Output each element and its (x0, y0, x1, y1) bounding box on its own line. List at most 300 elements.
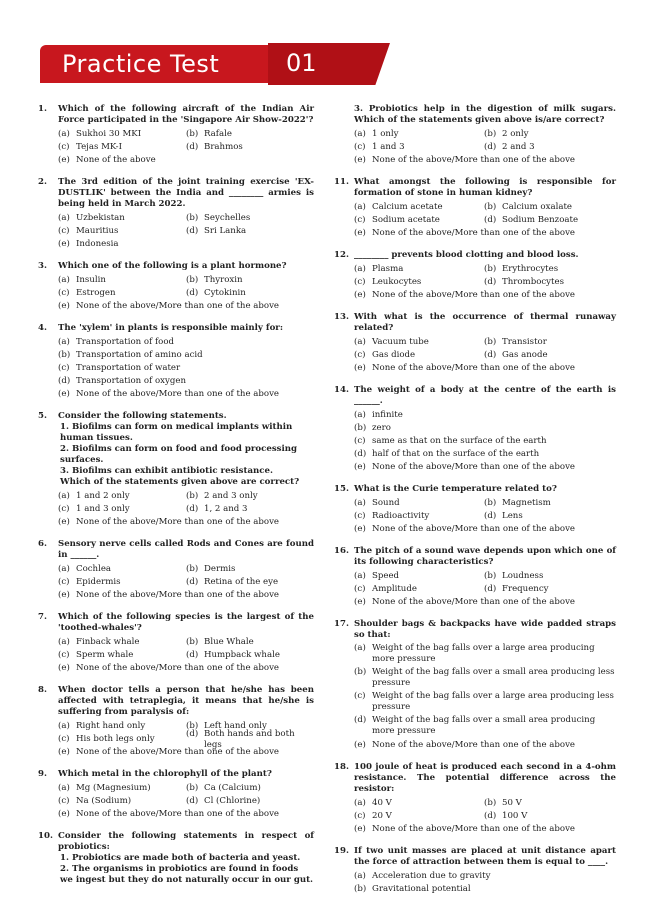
question-item (38, 685, 314, 759)
option-label: (c) (58, 796, 70, 806)
option-row (58, 336, 314, 349)
option-item (354, 462, 616, 473)
statement-text: Which of the statements given above are correct? (60, 477, 300, 487)
option-text: Cytokinin (204, 288, 246, 298)
question-header (334, 385, 616, 407)
option-item (354, 798, 484, 809)
option-label: (c) (58, 142, 70, 152)
option-row (354, 523, 616, 536)
option-item (354, 363, 616, 374)
option-item (354, 215, 484, 226)
question-header (38, 411, 314, 422)
right-column (334, 104, 616, 906)
option-label: (a) (354, 871, 366, 881)
question-header (334, 250, 616, 261)
option-item (58, 721, 186, 732)
option-label: (e) (58, 747, 70, 757)
question-number: 9. (38, 769, 47, 779)
option-text: None of the above/More than one of the above (76, 590, 280, 600)
question-item (334, 484, 616, 536)
option-text: infinite (372, 410, 403, 420)
option-row (354, 715, 616, 737)
option-label: (a) (58, 337, 70, 347)
question-header (38, 323, 314, 334)
option-label: (a) (58, 213, 70, 223)
options-list (334, 128, 616, 167)
question-text: Shoulder bags & backpacks have wide padded straps so that: (354, 619, 616, 640)
option-row (354, 810, 616, 823)
option-item (186, 650, 314, 661)
option-item (484, 277, 614, 288)
question-item (38, 411, 314, 529)
option-label: (a) (58, 721, 70, 731)
option-item (484, 142, 614, 153)
option-row (58, 795, 314, 808)
option-item (354, 584, 484, 595)
option-row (354, 336, 616, 349)
option-item (186, 129, 314, 140)
option-text: Transportation of water (76, 363, 181, 373)
option-label: (d) (186, 650, 199, 660)
option-text: 100 V (502, 811, 528, 821)
question-item (334, 104, 616, 167)
option-item (58, 288, 186, 299)
question-item (334, 546, 616, 609)
option-text: half of that on the surface of the earth (372, 449, 540, 459)
option-label: (d) (484, 350, 497, 360)
option-row (354, 570, 616, 583)
options-list (334, 870, 616, 896)
option-text: Lens (502, 511, 523, 521)
option-text: None of the above/More than one of the above (372, 597, 576, 607)
option-item (58, 129, 186, 140)
option-label: (e) (58, 809, 70, 819)
option-item (186, 491, 314, 502)
option-row (58, 388, 314, 401)
option-text: Loudness (502, 571, 544, 581)
option-text: Gas anode (502, 350, 548, 360)
option-text: Calcium acetate (372, 202, 443, 212)
option-item (354, 740, 616, 751)
option-item (186, 504, 314, 515)
option-text: None of the above/More than one of the above (76, 389, 280, 399)
option-label: (d) (186, 796, 199, 806)
option-text: 20 V (372, 811, 392, 821)
question-header (38, 261, 314, 272)
option-row (58, 649, 314, 662)
option-label: (e) (58, 239, 70, 249)
option-text: His both legs only (76, 734, 155, 744)
option-row (58, 503, 314, 516)
option-row (354, 201, 616, 214)
option-item (58, 577, 186, 588)
option-text: Dermis (204, 564, 236, 574)
options-list (38, 274, 314, 313)
option-text: 40 V (372, 798, 392, 808)
option-label: (a) (58, 564, 70, 574)
question-number: 2. (38, 177, 47, 187)
option-label: (e) (58, 663, 70, 673)
option-row (58, 782, 314, 795)
question-item (38, 261, 314, 313)
option-label: (d) (186, 577, 199, 587)
option-text: Epidermis (76, 577, 121, 587)
option-label: (c) (354, 350, 366, 360)
option-item (354, 597, 616, 608)
option-label: (d) (186, 288, 199, 298)
option-item (58, 650, 186, 661)
option-row (354, 883, 616, 896)
options-list (38, 336, 314, 401)
option-item (58, 350, 314, 361)
question-text: ________ prevents blood clotting and blood loss. (354, 250, 579, 260)
question-text: 100 joule of heat is produced each second in a 4-ohm resistance. The potential difference across the resistor: (354, 762, 616, 794)
option-text: Mauritius (76, 226, 119, 236)
option-item (58, 564, 186, 575)
option-label: (c) (354, 436, 366, 446)
question-item (38, 323, 314, 401)
option-row (58, 516, 314, 529)
option-item (58, 796, 186, 807)
option-text: 50 V (502, 798, 522, 808)
option-text: Weight of the bag falls over a small area producing less pressure (372, 667, 615, 688)
option-item (484, 350, 614, 361)
option-item (58, 213, 186, 224)
option-label: (a) (354, 798, 366, 808)
option-label: (d) (484, 215, 497, 225)
option-label: (c) (58, 288, 70, 298)
option-row (58, 636, 314, 649)
question-item (38, 539, 314, 602)
option-text: 1 and 2 only (76, 491, 130, 501)
question-header (38, 685, 314, 718)
question-item (334, 177, 616, 240)
option-text: Humpback whale (204, 650, 280, 660)
option-label: (d) (58, 376, 71, 386)
option-label: (c) (58, 226, 70, 236)
option-label: (b) (186, 213, 199, 223)
question-number: 6. (38, 539, 47, 549)
option-text: Amplitude (372, 584, 417, 594)
option-text: None of the above/More than one of the above (372, 363, 576, 373)
question-header (334, 846, 616, 868)
question-item (334, 762, 616, 836)
option-text: Cochlea (76, 564, 112, 574)
option-item (58, 663, 314, 674)
option-label: (b) (186, 783, 199, 793)
option-item (354, 691, 616, 713)
option-text: Weight of the bag falls over a large area producing less pressure (372, 691, 614, 712)
option-item (58, 155, 314, 166)
option-label: (c) (58, 650, 70, 660)
option-item (354, 524, 616, 535)
question-number: 12. (334, 250, 349, 260)
option-label: (d) (186, 142, 199, 152)
option-row (58, 225, 314, 238)
question-header (334, 312, 616, 334)
options-list (38, 636, 314, 675)
option-text: None of the above/More than one of the above (372, 155, 576, 165)
option-label: (e) (58, 155, 70, 165)
option-item (354, 715, 616, 737)
option-label: (a) (58, 491, 70, 501)
question-header (334, 762, 616, 795)
options-list (334, 201, 616, 240)
option-row (58, 375, 314, 388)
question-item (334, 312, 616, 375)
option-label: (e) (354, 740, 366, 750)
question-item (334, 250, 616, 302)
option-item (58, 275, 186, 286)
option-item (484, 798, 614, 809)
question-text: When doctor tells a person that he/she has been affected with tetraplegia, it means that he/she is suffering from paralysis of: (58, 685, 314, 717)
option-row (354, 141, 616, 154)
option-item (354, 571, 484, 582)
question-number: 4. (38, 323, 47, 333)
question-text: With what is the occurrence of thermal runaway related? (354, 312, 616, 333)
option-item (484, 129, 614, 140)
option-label: (c) (354, 584, 366, 594)
option-label: (e) (354, 290, 366, 300)
option-item (484, 202, 614, 213)
option-label: (c) (58, 363, 70, 373)
option-item (58, 239, 314, 250)
option-label: (c) (354, 277, 366, 287)
options-list (38, 782, 314, 821)
question-number: 15. (334, 484, 349, 494)
option-text: Uzbekistan (76, 213, 125, 223)
option-text: Leukocytes (372, 277, 422, 287)
question-number: 19. (334, 846, 349, 856)
option-row (58, 490, 314, 503)
option-text: 2 and 3 (502, 142, 535, 152)
option-text: Sodium acetate (372, 215, 440, 225)
option-text: Transportation of oxygen (76, 376, 186, 386)
statement-text: 2. The organisms in probiotics are found in foods we ingest but they do not naturally occur in our gut. (60, 864, 314, 885)
option-label: (b) (186, 491, 199, 501)
option-label: (b) (186, 721, 199, 731)
option-item (186, 564, 314, 575)
option-label: (b) (484, 264, 497, 274)
question-item (38, 831, 314, 886)
option-item (354, 498, 484, 509)
option-item (58, 142, 186, 153)
option-item (186, 637, 314, 648)
option-label: (e) (354, 155, 366, 165)
option-text: Left hand only (204, 721, 267, 731)
question-text: Which one of the following is a plant hormone? (58, 261, 287, 271)
option-row (354, 154, 616, 167)
option-text: None of the above/More than one of the above (76, 517, 280, 527)
option-text: Rafale (204, 129, 232, 139)
option-row (58, 746, 314, 759)
option-label: (b) (354, 667, 367, 677)
question-text: The pitch of a sound wave depends upon which one of its following characteristics? (354, 546, 616, 567)
option-row (354, 797, 616, 810)
option-item (58, 389, 314, 400)
option-text: 2 and 3 only (204, 491, 258, 501)
option-item (354, 436, 616, 447)
option-item (58, 226, 186, 237)
option-label: (e) (354, 824, 366, 834)
option-text: zero (372, 423, 391, 433)
option-label: (e) (58, 389, 70, 399)
option-label: (b) (186, 275, 199, 285)
option-item (58, 491, 186, 502)
option-item (58, 376, 314, 387)
option-item (58, 363, 314, 374)
option-item (484, 215, 614, 226)
option-text: 1 and 3 (372, 142, 405, 152)
options-list (334, 797, 616, 836)
option-text: Right hand only (76, 721, 146, 731)
option-text: None of the above/More than one of the above (76, 809, 280, 819)
question-number: 18. (334, 762, 349, 772)
option-text: Erythrocytes (502, 264, 559, 274)
option-label: (e) (58, 590, 70, 600)
option-label: (d) (186, 226, 199, 236)
question-number: 10. (38, 831, 53, 841)
option-label: (c) (58, 734, 70, 744)
option-text: None of the above/More than one of the above (372, 290, 576, 300)
option-item (58, 301, 314, 312)
option-item (354, 202, 484, 213)
option-label: (a) (354, 571, 366, 581)
option-text: Acceleration due to gravity (372, 871, 491, 881)
practice-test-banner (40, 45, 356, 83)
question-header (334, 104, 616, 126)
option-item (354, 423, 616, 434)
option-label: (b) (484, 337, 497, 347)
question-number: 14. (334, 385, 349, 395)
question-text: Which metal in the chlorophyll of the plant? (58, 769, 272, 779)
option-item (186, 577, 314, 588)
option-item (484, 571, 614, 582)
option-label: (b) (484, 498, 497, 508)
question-text: The 3rd edition of the joint training exercise 'EX-DUSTLIK' between the India and ________ armies is being held in March 2022. (58, 177, 314, 209)
option-text: None of the above (76, 155, 156, 165)
option-label: (a) (354, 643, 366, 653)
options-list (334, 497, 616, 536)
question-number: 16. (334, 546, 349, 556)
banner-number: 01 (286, 49, 317, 77)
option-item (354, 290, 616, 301)
option-text: Sound (372, 498, 400, 508)
option-label: (c) (58, 504, 70, 514)
question-text: Consider the following statements. (58, 411, 227, 421)
option-label: (e) (354, 597, 366, 607)
question-item (334, 846, 616, 896)
option-item (186, 226, 314, 237)
option-item (354, 155, 616, 166)
question-number (334, 104, 354, 126)
statement-text: 2. Biofilms can form on food and food processing surfaces. (60, 444, 298, 465)
question-text: The weight of a body at the centre of the earth is ______. (354, 385, 616, 406)
option-label: (e) (58, 517, 70, 527)
option-text: Mg (Magnesium) (76, 783, 151, 793)
option-item (484, 511, 614, 522)
option-label: (b) (484, 129, 497, 139)
options-list (38, 563, 314, 602)
option-row (58, 563, 314, 576)
option-item (354, 824, 616, 835)
option-item (354, 350, 484, 361)
option-text: Plasma (372, 264, 404, 274)
option-text: Transportation of amino acid (76, 350, 203, 360)
question-number: 17. (334, 619, 349, 629)
option-label: (d) (186, 728, 199, 739)
option-label: (d) (484, 142, 497, 152)
question-header (334, 484, 616, 495)
option-label: (b) (186, 637, 199, 647)
option-row (58, 728, 314, 750)
option-text: Indonesia (76, 239, 119, 249)
option-item (484, 498, 614, 509)
option-row (354, 667, 616, 689)
option-label: (c) (354, 691, 366, 701)
option-text: Ca (Calcium) (204, 783, 261, 793)
option-item (354, 264, 484, 275)
option-label: (d) (484, 811, 497, 821)
statement-text: 1. Probiotics are made both of bacteria and yeast. (60, 853, 301, 863)
option-text: Na (Sodium) (76, 796, 132, 806)
option-text: Speed (372, 571, 400, 581)
option-item (354, 129, 484, 140)
option-text: Radioactivity (372, 511, 430, 521)
option-text: None of the above/More than one of the above (76, 747, 280, 757)
question-text: Consider the following statements in respect of probiotics: (58, 831, 314, 852)
option-row (58, 808, 314, 821)
question-text: What amongst the following is responsible for formation of stone in human kidney? (354, 177, 616, 198)
option-text: Finback whale (76, 637, 140, 647)
option-label: (c) (354, 811, 366, 821)
option-text: None of the above/More than one of the above (372, 740, 576, 750)
options-list (334, 263, 616, 302)
question-header (38, 769, 314, 780)
option-text: Gas diode (372, 350, 416, 360)
question-text: 3. Probiotics help in the digestion of milk sugars. Which of the statements given above is/are correct? (354, 104, 616, 125)
option-text: Weight of the bag falls over a small area producing more pressure (372, 715, 596, 736)
option-row (58, 274, 314, 287)
option-text: Sri Lanka (204, 226, 247, 236)
option-item (354, 410, 616, 421)
question-header (38, 177, 314, 210)
option-row (354, 448, 616, 461)
option-label: (a) (58, 637, 70, 647)
option-label: (a) (354, 498, 366, 508)
question-text: Which of the following species is the largest of the 'toothed-whales'? (58, 612, 314, 633)
option-label: (e) (58, 301, 70, 311)
question-header (38, 612, 314, 634)
option-label: (a) (354, 129, 366, 139)
option-label: (b) (58, 350, 71, 360)
option-row (354, 583, 616, 596)
option-item (58, 504, 186, 515)
option-row (354, 362, 616, 375)
option-text: Sperm whale (76, 650, 134, 660)
option-row (354, 510, 616, 523)
option-item (186, 275, 314, 286)
option-text: Thyroxin (204, 275, 243, 285)
option-item (484, 337, 614, 348)
question-header (38, 104, 314, 126)
option-row (354, 422, 616, 435)
option-item (354, 337, 484, 348)
statement-text: 3. Biofilms can exhibit antibiotic resistance. (60, 466, 273, 476)
option-item (186, 796, 314, 807)
option-row (58, 287, 314, 300)
option-label: (b) (354, 884, 367, 894)
